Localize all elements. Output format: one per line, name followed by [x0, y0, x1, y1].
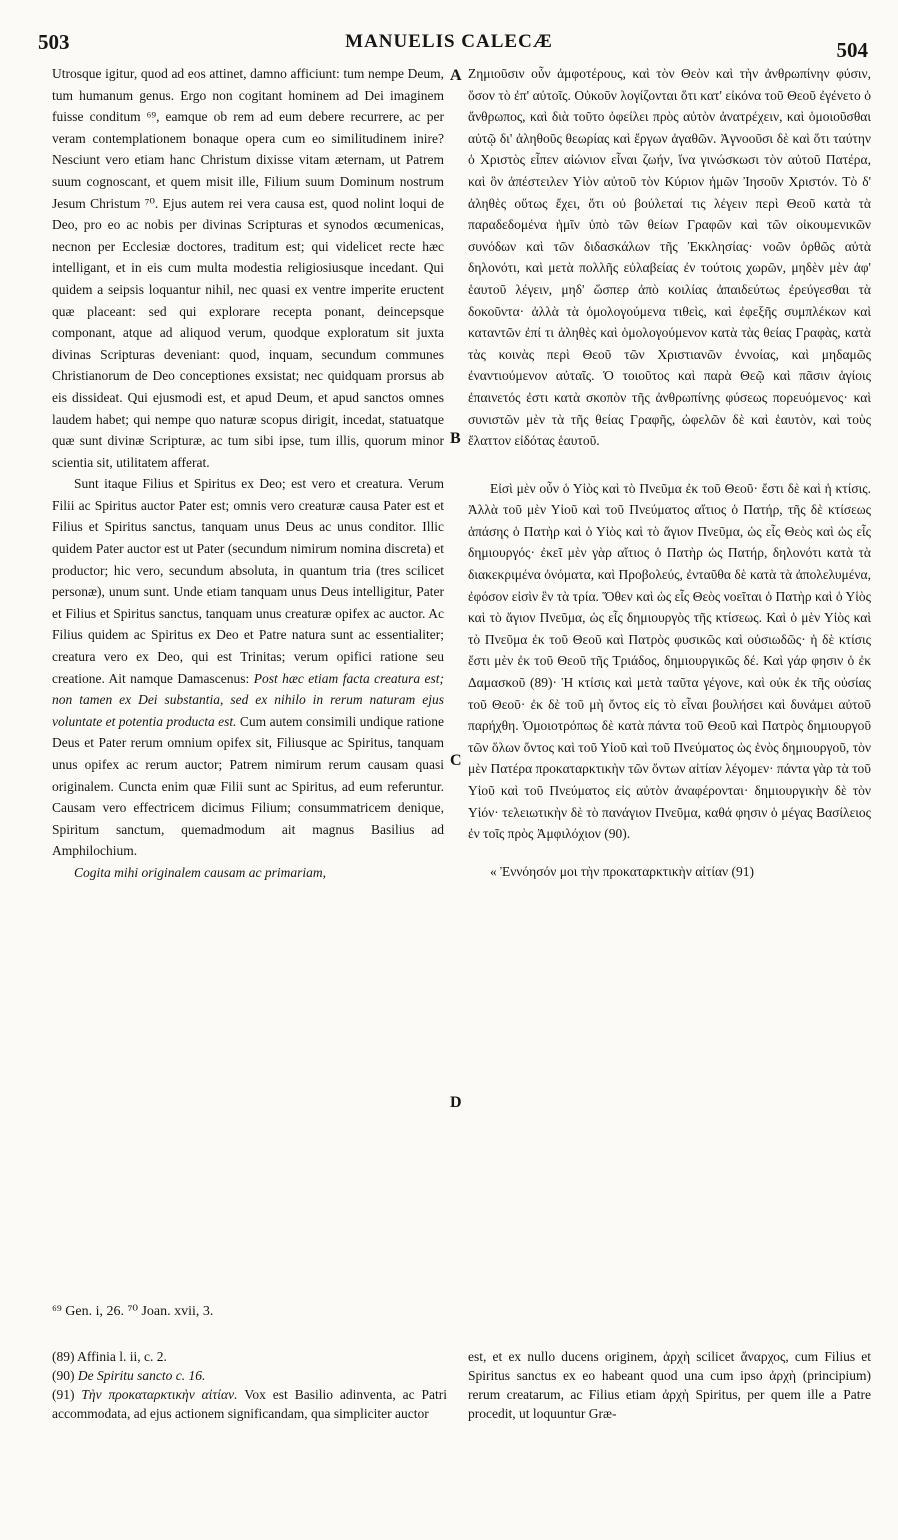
note-89 [52, 1347, 447, 1366]
damascenus-quote: Post hæc etiam facta creatura est; non tamen ex Dei substantia, sed ex nihilo in rerum naturam ejus voluntate et potentia producta est. [52, 670, 445, 729]
note-89-number: (89) [52, 1349, 75, 1364]
greek-paragraph-1: Ζημιοῦσιν οὖν ἀμφοτέρους, καὶ τὸν Θεὸν καὶ τὴν ἀνθρωπίνην φύσιν, ὅσον τὸ ἐπ' αὐτοῖς. Οὐκοῦν λογίζονται ὅτι κατ' εἰκόνα τοῦ Θεοῦ ἐγένετο ὁ ἄνθρωπος, καὶ διὰ τοῦτο ὀφείλει πρὸς αὐτὸν ἀνατρέχειν, καὶ ὁμοιοῦσθαι αὐτῷ δι' ἀληθοῦς θεωρίας καὶ ἔργων ἀγαθῶν. Ἀγνοοῦσι δὲ καὶ ὅτι ταύτην ὁ Χριστὸς εἶπεν αἰώνιον εἶναι ζωήν, ἵνα γινώσκωσι τὸν αὐτοῦ Πατέρα, καὶ ὃν ἀπέστειλεν Υἱὸν αὐτοῦ τὸν Κύριον ἡμῶν Ἰησοῦν Χριστόν. Τὸ δ' ἀληθὲς οὕτως ἔχει, ὅτι οὐ βούλεταί τις λέγειν περὶ Θεοῦ κατὰ τὰ παραδεδομένα ἡμῖν ὑπὸ τῶν θείων Γραφῶν καὶ τῶν οἰκουμενικῶν συνόδων καὶ τῶν διδασκάλων τῆς Ἐκκλησίας· νοῶν ὀρθῶς αὐτὰ δηλονότι, καὶ μετὰ πολλῆς εὐλαβείας ἐν τούτοις χωρῶν, μηδὲν μὲν ἀφ' ἑαυτοῦ λέγειν, μηδ' ὥσπερ ἀπὸ κοιλίας ἀπαιδεύτως ἐρεύγεσθαι τὰ δοκοῦντα· ἀλλὰ τὰ ὁμολογούμενα τιθεὶς, καὶ ἐφεξῆς συμπλέκων καὶ καταντῶν ἐπί τι ἀληθὲς καὶ ὁμολογούμενον κατὰ τὰς θείας Γραφὰς, κατὰ τὰς κοινὰς περὶ Θεοῦ τῶν Χριστιανῶν ἐννοίας, καὶ μηδαμῶς ἐναντιούμενον αὐταῖς. Ὁ τοιοῦτος καὶ παρὰ Θεῷ καὶ πᾶσιν ἁγίοις ἐπαινετός ἐστι κατὰ σκοπὸν τῆς ἀνθρωπίνης φύσεως πορευόμενος· καὶ συνιστῶν μὲν τὰ τῆς θείας Γραφῆς, ὠφελῶν δὲ καὶ ἑαυτὸν, καὶ τοὺς ἔλαττον εἰδότας ἑαυτοῦ. [468, 66, 871, 449]
note-89-text: Affinia l. ii, c. 2. [77, 1349, 167, 1364]
scripture-citations: ⁶⁹ Gen. i, 26. ⁷⁰ Joan. xvii, 3. [52, 1304, 214, 1319]
note-90 [52, 1366, 447, 1385]
page-header [0, 30, 898, 60]
greek-paragraph-2: Εἰσὶ μὲν οὖν ὁ Υἱὸς καὶ τὸ Πνεῦμα ἐκ τοῦ Θεοῦ· ἔστι δὲ καὶ ἡ κτίσις. Ἀλλὰ τοῦ μὲν Υἱοῦ καὶ τοῦ Πνεύματος αἴτιος ὁ Πατήρ, τῆς δὲ κτίσεως ἁπάσης ὁ Πατὴρ καὶ ὁ Υἱὸς καὶ τὸ ἅγιον Πνεῦμα, ὡς εἷς Θεὸς καὶ ὡς εἷς δημιουργός· ἐκεῖ μὲν γὰρ αἴτιος ὁ Πατὴρ ὡς Πατήρ, δηλονότι κατὰ τὰ διακεκριμένα ὀνόματα, καὶ Προβολεύς, ἐνταῦθα δὲ κατὰ τὰ ἀπολελυμένα, ἐφόσον εἰσὶν ἓν τὰ τρία. Ὅθεν καὶ ὡς εἷς Θεὸς νοεῖται ὁ Πατὴρ καὶ ὁ Υἱὸς καὶ τὸ ἅγιον Πνεῦμα, ὡς εἷς δημιουργὸς τῆς κτίσεως. Καὶ ὁ μὲν Υἱὸς καὶ τὸ Πνεῦμα ἐκ τοῦ Θεοῦ καὶ Πατρὸς φυσικῶς καὶ οὐσιωδῶς· ἡ δὲ κτίσις ἔστι μὲν ἐκ τοῦ Θεοῦ τῆς Τριάδος, δημιουργικῶς δέ. Καὶ γάρ φησιν ὁ ἐκ Δαμασκοῦ (89)· Ἡ κτίσις καὶ μετὰ ταῦτα γέγονε, καὶ οὐκ ἐκ τῆς οὐσίας τοῦ Θεοῦ· ἐκ δὲ τοῦ μὴ ὄντος εἰς τὸ εἶναι βουλήσει καὶ δυνάμει αὐτοῦ παρήχθη. Ὁμοιοτρόπως δὲ κατὰ πάντα τοῦ Θεοῦ καὶ Πατρὸς δημιουργοῦ τῶν ὅλων ὄντος καὶ τοῦ Υἱοῦ καὶ τοῦ Πνεύματος ὡς ἑνὸς δημιουργοῦ, τὸν μὲν Πατέρα προκαταρκτικὴν τῶν ὄντων αἰτίαν λέγομεν· πάντα γὰρ τὰ τοῦ Υἱοῦ καὶ τοῦ Πνεύματος εἰς αὐτὸν ἀναφέρονται· δημιουργικὴν δὲ τὸν Υἱόν· τελειωτικὴν δὲ τὸ πανάγιον Πνεῦμα, καθά φησιν ὁ μέγας Βασίλειος ἐν τοῖς πρὸς Ἀμφιλόχιον (90). [468, 480, 871, 842]
note-91 [52, 1385, 447, 1423]
note-91-text: Vox est Basilio adinventa, ac Patri accommodata, ad ejus actionem significandam, qua simpliciter auctor [52, 1387, 448, 1421]
margin-letter-b: B [450, 430, 461, 447]
latin-paragraph-3 [52, 862, 444, 884]
margin-letter-d: D [450, 1094, 462, 1111]
greek-paragraph-3: « Ἐννόησόν μοι τὴν προκαταρκτικὴν αἰτίαν (91) [490, 863, 755, 879]
note-91-number: (91) [52, 1387, 75, 1402]
right-column-number: 504 [836, 38, 868, 62]
note-90-text: De Spiritu sancto c. 16. [77, 1368, 206, 1383]
latin-paragraph-2 [52, 473, 444, 862]
latin-paragraph-2-end: Cum autem consimili undique ratione Deus et Pater rerum omnium opifex sit, Filiusque ac Spiritus, tanquam unus opifex ac rerum auctor; Patrem nimirum rerum causam quasi originalem. Cuncta enim quæ Filii sunt ac Spiritus, ad eum referuntur. Causam vero effectricem dicimus Filium; consummatricem denique, Spiritum sanctum, quemadmodum ait magnus Basilius ad Amphilochium. [52, 713, 445, 859]
note-91-greek: Τὴν προκαταρκτικὴν αἰτίαν. [81, 1387, 238, 1402]
latin-paragraph-1: Utrosque igitur, quod ad eos attinet, damno afficiunt: tum nempe Deum, tum humanum genus. Ergo non cogitant hominem ad Dei imaginem fuisse conditum ⁶⁹, eamque ob rem ad eum debere recurrere, ac per veram contemplationem bonaque opera cum eo similitudinem inire? Nesciunt vero etiam hanc Christum dixisse vitam æternam, ut Patrem suum cognoscant, et quem misit ille, Filium suum Dominum nostrum Jesum Christum ⁷⁰. Ejus autem rei vera causa est, quod nolint loqui de Deo, pro eo ac nobis per divinas Scripturas et synodos œcumenicas, necnon per Ecclesiæ doctores, traditum est; qui videlicet recte hæc intelligant, et in eis cum multa modestia religiosiusque incedant. Qui quidem a seipsis loquantur nihil, nec quasi ex ventre imperite eructent quæ placeant: sed qui explorare recepta ponant, deincepsque componant, atque ad aliquod verum, quodque exploratum sit juxta divinas Scripturas deveniant: quod, inquam, secundum communes Christianorum de Deo conceptiones exsistat; nec quidquam prorsus ab eis dissideat. Qui ejusmodi est, et apud Deum, et apud sanctos omnes laudem habet; qui nempe quo naturæ scopus dirigit, incedat, statuatque quæ sunt divinæ Scripturæ, ac tum sibi ipse, tum illis, quorum minor scientia sit, utilitatem afferat. [52, 66, 444, 470]
latin-paragraph-3-text: Cogita mihi originalem causam ac primariam, [74, 864, 326, 880]
note-91-continuation: est, et ex nullo ducens originem, ἀρχὴ scilicet ἄναρχος, cum Filius et Spiritus sanctus ex eo habeant quod una cum ipso ἀρχὴ (principium) rerum creatarum, ac Filius etiam ἀρχὴ Spiritus, per quem ille a Patre procedit, ut loquuntur Græ- [468, 1349, 871, 1421]
running-title: MANUELIS CALECÆ [345, 31, 553, 52]
latin-paragraph-2-start: Sunt itaque Filius et Spiritus ex Deo; est vero et creatura. Verum Filii ac Spiritus auctor Pater est; omnis vero creaturæ causa Pater est et Filius et Spiritus sanctus, tanquam unus Deus ac unus conditor. Illic quidem Pater auctor est ut Pater (secundum nimirum nomina discreta) et productor; hic vero, secundum absoluta, in quantum tria (tres scilicet personæ), unum sunt. Unde etiam tanquam unus Deus intelligitur, Pater et Filius et Spiritus sanctus, tanquam unus creaturæ opifex ac auctor. Ac Filius quidem ac Spiritus ex Deo et Patre natura sunt ac essentialiter; creatura vero ex Deo, qui est Trinitas; verum opifici ratione seu creatione. Ait namque Damascenus: [52, 476, 444, 686]
notes-left [52, 1347, 447, 1423]
note-90-number: (90) [52, 1368, 75, 1383]
latin-column [52, 63, 444, 884]
notes-right [468, 1347, 871, 1423]
greek-column [468, 63, 871, 882]
left-column-number: 503 [38, 30, 70, 54]
margin-letter-c: C [450, 752, 462, 769]
margin-letter-a: A [450, 67, 462, 84]
